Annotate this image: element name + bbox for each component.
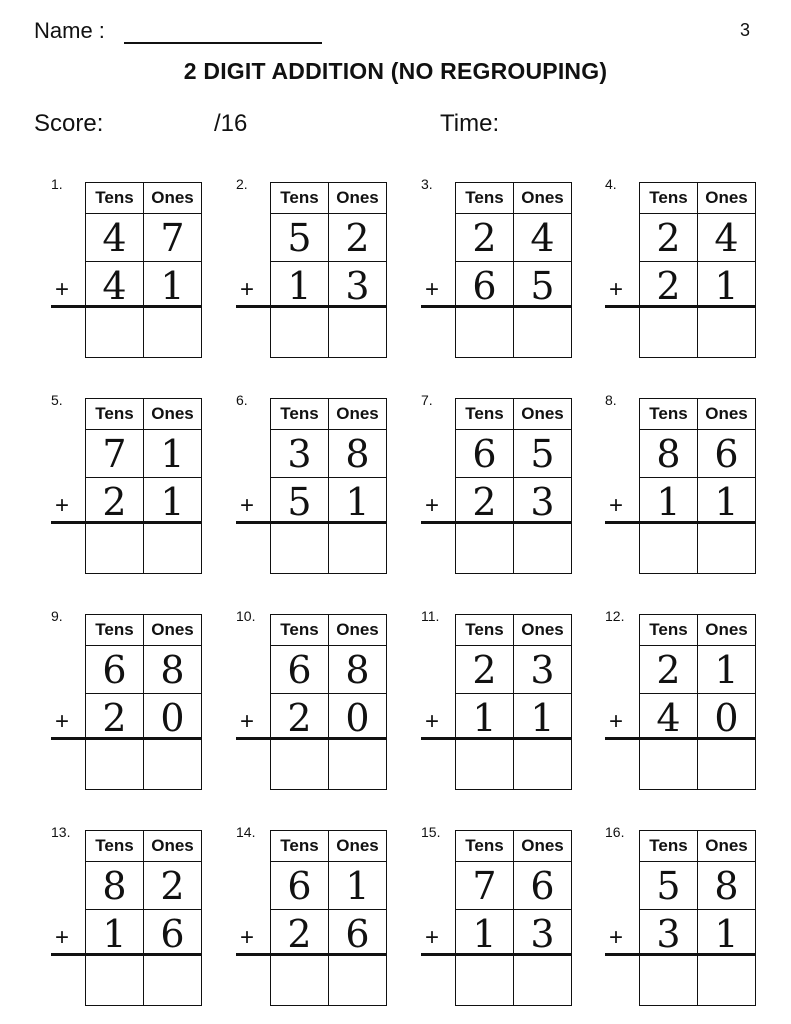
tens-header: Tens <box>649 836 688 855</box>
ones-header: Ones <box>521 620 564 639</box>
addend2-ones-digit: 0 <box>160 696 185 740</box>
problem-number: 12. <box>605 608 625 624</box>
answer-ones-box[interactable] <box>514 524 570 570</box>
answer-tens-box[interactable] <box>456 956 512 1002</box>
plus-sign: + <box>425 276 440 303</box>
addition-problem <box>605 608 790 798</box>
plus-sign: + <box>609 924 624 951</box>
addend1-tens-digit: 3 <box>287 432 312 476</box>
answer-tens-box[interactable] <box>640 740 696 786</box>
problem-number: 2. <box>236 176 248 192</box>
addition-problem <box>236 608 421 798</box>
addition-problem <box>236 176 421 366</box>
plus-sign: + <box>240 924 255 951</box>
plus-sign: + <box>55 276 70 303</box>
problem-number: 4. <box>605 176 617 192</box>
tens-header: Tens <box>465 188 504 207</box>
addend1-ones-digit: 3 <box>530 648 555 692</box>
addend1-ones-digit: 8 <box>160 648 185 692</box>
addend2-tens-digit: 1 <box>472 696 497 740</box>
addend1-tens-digit: 6 <box>472 432 497 476</box>
tens-header: Tens <box>465 620 504 639</box>
tens-header: Tens <box>95 188 134 207</box>
answer-tens-box[interactable] <box>640 308 696 354</box>
plus-sign: + <box>55 708 70 735</box>
plus-sign: + <box>609 708 624 735</box>
addend2-ones-digit: 6 <box>345 912 370 956</box>
addend1-tens-digit: 6 <box>102 648 127 692</box>
addend2-tens-digit: 2 <box>287 912 312 956</box>
plus-sign: + <box>240 492 255 519</box>
problem-number: 16. <box>605 824 625 840</box>
ones-header: Ones <box>521 836 564 855</box>
addend2-ones-digit: 1 <box>530 696 555 740</box>
answer-ones-box[interactable] <box>329 956 385 1002</box>
score-label: Score: <box>34 110 104 137</box>
addend2-tens-digit: 1 <box>656 480 681 524</box>
addend1-tens-digit: 4 <box>102 216 127 260</box>
addend1-ones-digit: 1 <box>714 648 739 692</box>
addend2-ones-digit: 0 <box>714 696 739 740</box>
addend1-tens-digit: 2 <box>656 216 681 260</box>
addend1-ones-digit: 1 <box>345 864 370 908</box>
tens-header: Tens <box>280 404 319 423</box>
ones-header: Ones <box>705 404 748 423</box>
answer-ones-box[interactable] <box>329 740 385 786</box>
addend2-tens-digit: 4 <box>656 696 681 740</box>
addend2-ones-digit: 1 <box>160 264 185 308</box>
addend1-ones-digit: 8 <box>714 864 739 908</box>
addition-problem <box>605 824 790 1014</box>
answer-tens-box[interactable] <box>456 524 512 570</box>
addition-problem <box>51 608 236 798</box>
ones-header: Ones <box>521 188 564 207</box>
addend2-ones-digit: 1 <box>714 264 739 308</box>
plus-sign: + <box>425 708 440 735</box>
addend2-tens-digit: 4 <box>102 264 127 308</box>
answer-tens-box[interactable] <box>456 308 512 354</box>
answer-ones-box[interactable] <box>144 308 200 354</box>
plus-sign: + <box>55 492 70 519</box>
plus-sign: + <box>609 492 624 519</box>
answer-tens-box[interactable] <box>86 740 142 786</box>
addend1-ones-digit: 4 <box>714 216 739 260</box>
plus-sign: + <box>609 276 624 303</box>
problem-number: 8. <box>605 392 617 408</box>
addition-problem <box>51 392 236 582</box>
ones-header: Ones <box>705 836 748 855</box>
answer-tens-box[interactable] <box>271 956 327 1002</box>
addend1-tens-digit: 2 <box>656 648 681 692</box>
tens-header: Tens <box>95 404 134 423</box>
answer-ones-box[interactable] <box>144 524 200 570</box>
tens-header: Tens <box>280 620 319 639</box>
addend1-ones-digit: 2 <box>345 216 370 260</box>
addend1-ones-digit: 6 <box>530 864 555 908</box>
answer-tens-box[interactable] <box>640 956 696 1002</box>
time-label: Time: <box>440 110 500 137</box>
ones-header: Ones <box>336 620 379 639</box>
ones-header: Ones <box>705 620 748 639</box>
worksheet-title: 2 DIGIT ADDITION (NO REGROUPING) <box>183 58 608 84</box>
addend1-tens-digit: 7 <box>472 864 497 908</box>
answer-tens-box[interactable] <box>640 524 696 570</box>
plus-sign: + <box>240 708 255 735</box>
problem-number: 6. <box>236 392 248 408</box>
tens-header: Tens <box>649 188 688 207</box>
addend2-ones-digit: 1 <box>160 480 185 524</box>
answer-ones-box[interactable] <box>329 524 385 570</box>
plus-sign: + <box>55 924 70 951</box>
addend1-ones-digit: 4 <box>530 216 555 260</box>
problem-number: 15. <box>421 824 441 840</box>
addend1-tens-digit: 8 <box>656 432 681 476</box>
addend2-tens-digit: 2 <box>656 264 681 308</box>
addition-problem <box>51 824 236 1014</box>
ones-header: Ones <box>521 404 564 423</box>
answer-tens-box[interactable] <box>456 740 512 786</box>
tens-header: Tens <box>95 836 134 855</box>
addend1-tens-digit: 2 <box>472 648 497 692</box>
problem-number: 3. <box>421 176 433 192</box>
answer-ones-box[interactable] <box>329 308 385 354</box>
addend1-tens-digit: 6 <box>287 864 312 908</box>
addend1-ones-digit: 1 <box>160 432 185 476</box>
addend2-ones-digit: 1 <box>714 480 739 524</box>
addition-problem <box>236 392 421 582</box>
tens-header: Tens <box>465 404 504 423</box>
addend2-tens-digit: 1 <box>102 912 127 956</box>
addend1-ones-digit: 6 <box>714 432 739 476</box>
ones-header: Ones <box>151 404 194 423</box>
addend1-ones-digit: 5 <box>530 432 555 476</box>
addend1-tens-digit: 6 <box>287 648 312 692</box>
ones-header: Ones <box>336 404 379 423</box>
ones-header: Ones <box>151 836 194 855</box>
answer-tens-box[interactable] <box>86 524 142 570</box>
addend2-tens-digit: 3 <box>656 912 681 956</box>
tens-header: Tens <box>649 404 688 423</box>
answer-ones-box[interactable] <box>698 308 754 354</box>
ones-header: Ones <box>151 188 194 207</box>
addend2-ones-digit: 6 <box>160 912 185 956</box>
answer-ones-box[interactable] <box>514 956 570 1002</box>
plus-sign: + <box>240 276 255 303</box>
addition-problem <box>51 176 236 366</box>
problem-number: 1. <box>51 176 63 192</box>
addend2-tens-digit: 2 <box>472 480 497 524</box>
answer-ones-box[interactable] <box>698 740 754 786</box>
addend1-tens-digit: 5 <box>287 216 312 260</box>
problem-number: 13. <box>51 824 71 840</box>
addend1-tens-digit: 7 <box>102 432 127 476</box>
problem-number: 10. <box>236 608 256 624</box>
answer-tens-box[interactable] <box>86 956 142 1002</box>
tens-header: Tens <box>465 836 504 855</box>
name-field[interactable] <box>124 42 322 44</box>
problem-number: 9. <box>51 608 63 624</box>
plus-sign: + <box>425 924 440 951</box>
addend1-ones-digit: 2 <box>160 864 185 908</box>
addend2-tens-digit: 2 <box>287 696 312 740</box>
addend1-tens-digit: 2 <box>472 216 497 260</box>
ones-header: Ones <box>336 188 379 207</box>
problem-number: 7. <box>421 392 433 408</box>
addend2-tens-digit: 1 <box>287 264 312 308</box>
addend2-ones-digit: 1 <box>345 480 370 524</box>
answer-tens-box[interactable] <box>271 524 327 570</box>
addend2-tens-digit: 6 <box>472 264 497 308</box>
answer-ones-box[interactable] <box>698 956 754 1002</box>
ones-header: Ones <box>336 836 379 855</box>
addend2-ones-digit: 3 <box>530 912 555 956</box>
addition-problem <box>236 824 421 1014</box>
problem-number: 14. <box>236 824 256 840</box>
addend2-ones-digit: 3 <box>345 264 370 308</box>
answer-ones-box[interactable] <box>514 740 570 786</box>
addend1-tens-digit: 5 <box>656 864 681 908</box>
tens-header: Tens <box>649 620 688 639</box>
addend2-tens-digit: 2 <box>102 696 127 740</box>
addend1-tens-digit: 8 <box>102 864 127 908</box>
answer-tens-box[interactable] <box>271 308 327 354</box>
addition-problem <box>605 392 790 582</box>
answer-tens-box[interactable] <box>271 740 327 786</box>
tens-header: Tens <box>280 188 319 207</box>
addition-problem <box>421 176 606 366</box>
tens-header: Tens <box>280 836 319 855</box>
ones-header: Ones <box>151 620 194 639</box>
addend2-ones-digit: 0 <box>345 696 370 740</box>
addend2-tens-digit: 2 <box>102 480 127 524</box>
plus-sign: + <box>425 492 440 519</box>
problem-number: 5. <box>51 392 63 408</box>
addend2-ones-digit: 1 <box>714 912 739 956</box>
answer-ones-box[interactable] <box>144 740 200 786</box>
addend2-tens-digit: 1 <box>472 912 497 956</box>
addition-problem <box>421 608 606 798</box>
answer-ones-box[interactable] <box>698 524 754 570</box>
addition-problem <box>421 824 606 1014</box>
answer-ones-box[interactable] <box>144 956 200 1002</box>
addend1-ones-digit: 7 <box>160 216 185 260</box>
addition-problem <box>605 176 790 366</box>
addend1-ones-digit: 8 <box>345 432 370 476</box>
answer-ones-box[interactable] <box>514 308 570 354</box>
addend2-ones-digit: 3 <box>530 480 555 524</box>
score-total: /16 <box>214 110 248 137</box>
addend2-tens-digit: 5 <box>287 480 312 524</box>
addend1-ones-digit: 8 <box>345 648 370 692</box>
addition-problem <box>421 392 606 582</box>
addend2-ones-digit: 5 <box>530 264 555 308</box>
tens-header: Tens <box>95 620 134 639</box>
problem-number: 11. <box>421 608 440 624</box>
page-number: 3 <box>740 20 751 40</box>
name-label: Name : <box>34 18 105 43</box>
answer-tens-box[interactable] <box>86 308 142 354</box>
ones-header: Ones <box>705 188 748 207</box>
